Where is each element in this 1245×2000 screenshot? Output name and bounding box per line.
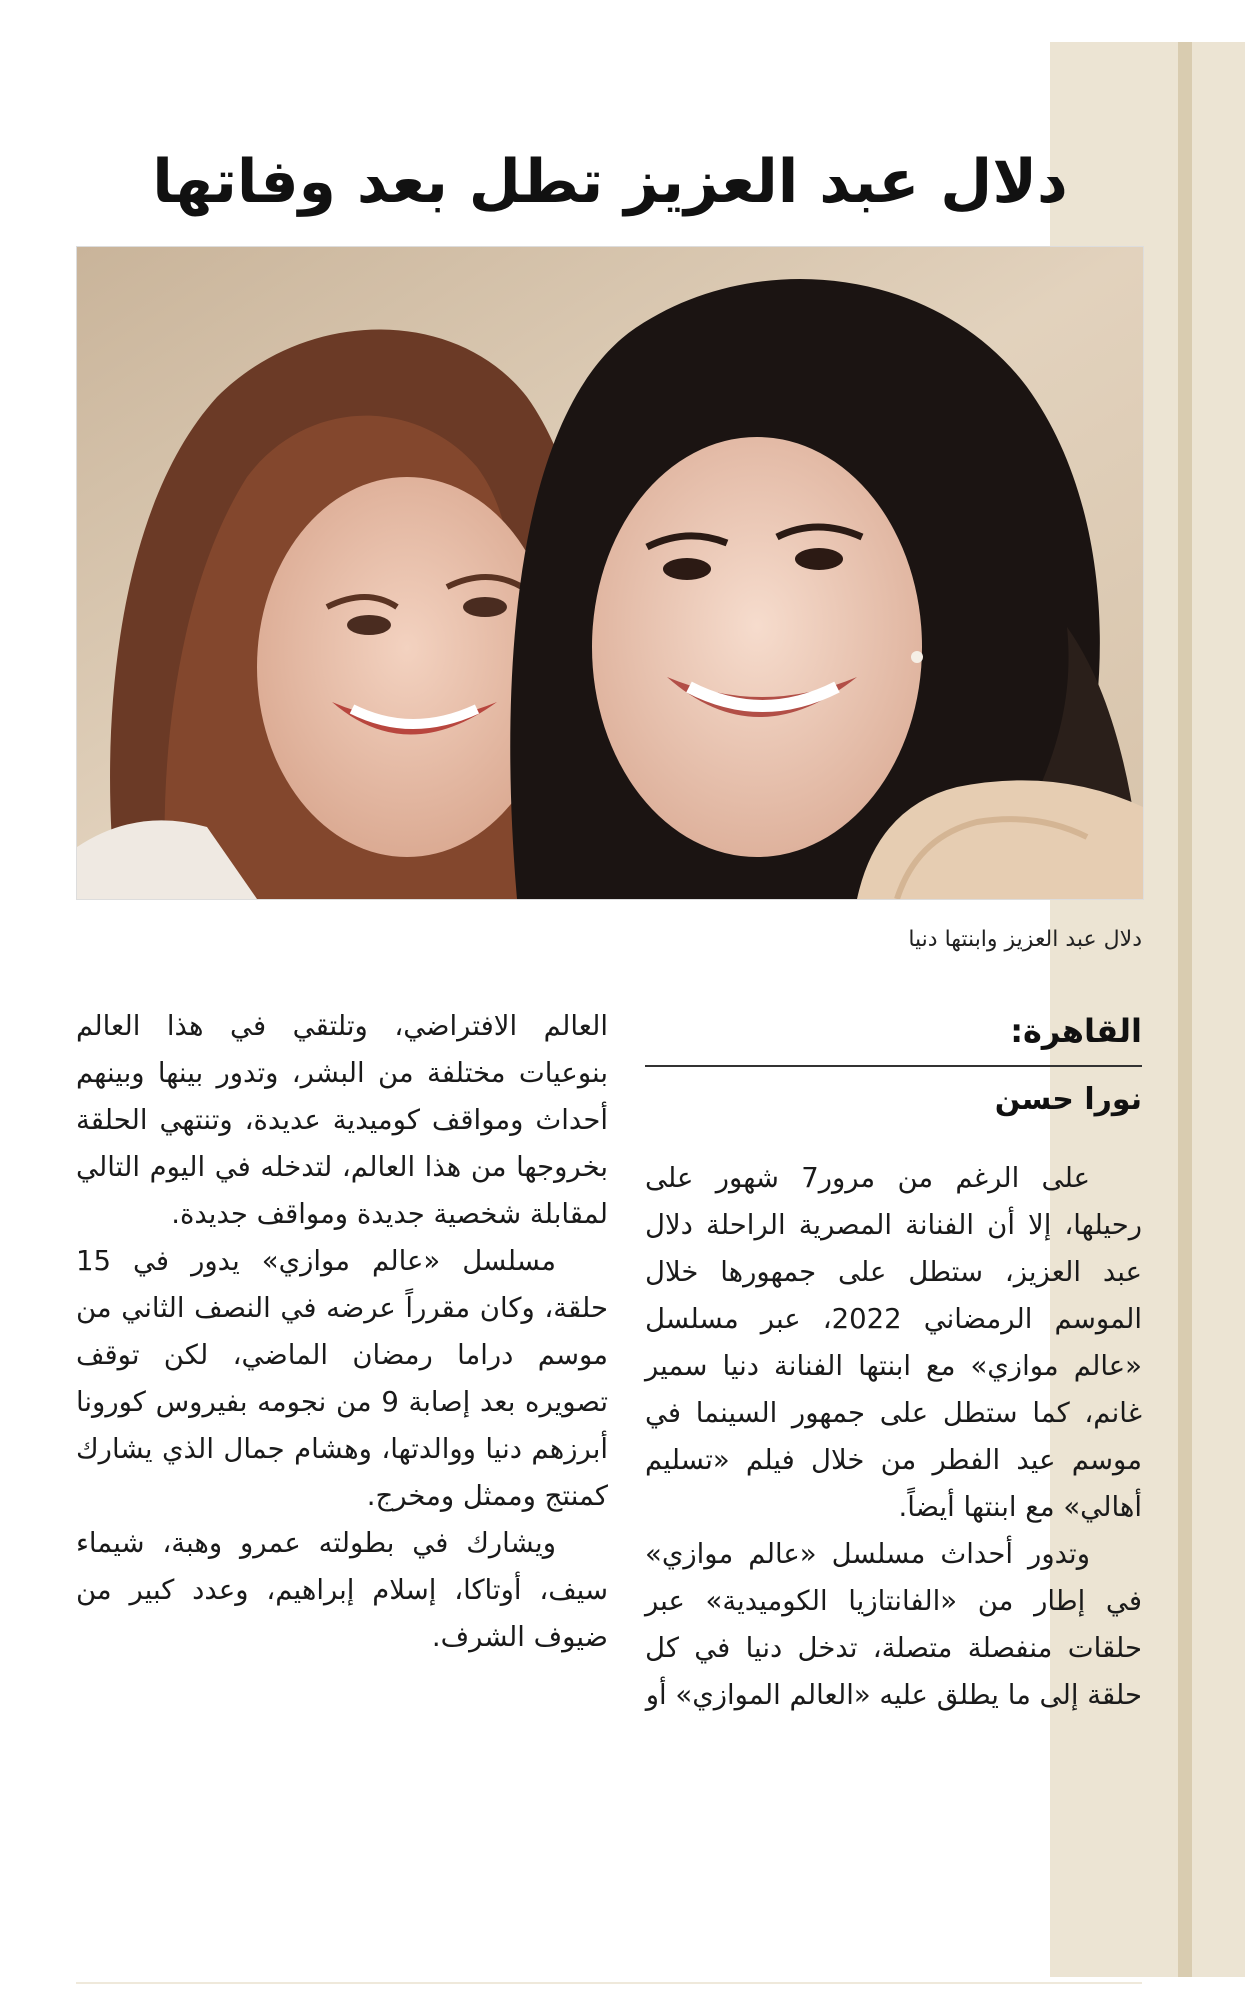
article-column-right [645, 1005, 1142, 1719]
author-byline: نورا حسن [994, 1082, 1142, 1117]
paragraph: على الرغم من مرور7 شهور على رحيلها، إلا أن الفنانة المصرية الراحلة دلال عبد العزيز، ستطل على جمهورها خلال الموسم الرمضاني 2022، عبر مسلسل «عالم موازي» مع ابنتها الفنانة دنيا سمير غانم، كما ستطل على جمهور السينما في موسم عيد الفطر من خلال فيلم «تسليم أهالي» مع ابنتها أيضاً. [645, 1162, 1142, 1523]
dateline: القاهرة: [645, 1005, 1142, 1067]
paragraph: مسلسل «عالم موازي» يدور في 15 حلقة، وكان مقرراً عرضه في النصف الثاني من موسم دراما رمضان الماضي، لكن توقف تصويره بعد إصابة 9 من نجومه بفيروس كورونا أبرزهم دنيا ووالدتها، وهشام جمال الذي يشارك كمنتج وممثل ومخرج. [76, 1245, 608, 1512]
article-headline: دلال عبد العزيز تطل بعد وفاتها [152, 147, 1068, 217]
page-bottom-rule [76, 1982, 1142, 1984]
article-column-left [76, 1003, 608, 1661]
article-body-right [645, 1155, 1142, 1719]
paragraph: العالم الافتراضي، وتلتقي في هذا العالم بنوعيات مختلفة من البشر، وتدور بينها وبينهم أحداث ومواقف كوميدية عديدة، وتنتهي الحلقة بخروجها من هذا العالم، لتدخله في اليوم التالي لمقابلة شخصية جديدة ومواقف جديدة. [76, 1010, 608, 1230]
article-body-left [76, 1003, 608, 1661]
paragraph: وتدور أحداث مسلسل «عالم موازي» في إطار من «الفانتازيا الكوميدية» عبر حلقات منفصلة متصلة، تدخل دنيا في كل حلقة إلى ما يطلق عليه «العالم الموازي» أو [645, 1538, 1142, 1711]
paragraph: ويشارك في بطولته عمرو وهبة، شيماء سيف، أوتاكا، إسلام إبراهيم، وعدد كبير من ضيوف الشرف. [76, 1527, 608, 1653]
photo-two-women-illustration [77, 247, 1143, 899]
photo-caption: دلال عبد العزيز وابنتها دنيا [908, 927, 1142, 952]
article-photo [76, 246, 1144, 900]
